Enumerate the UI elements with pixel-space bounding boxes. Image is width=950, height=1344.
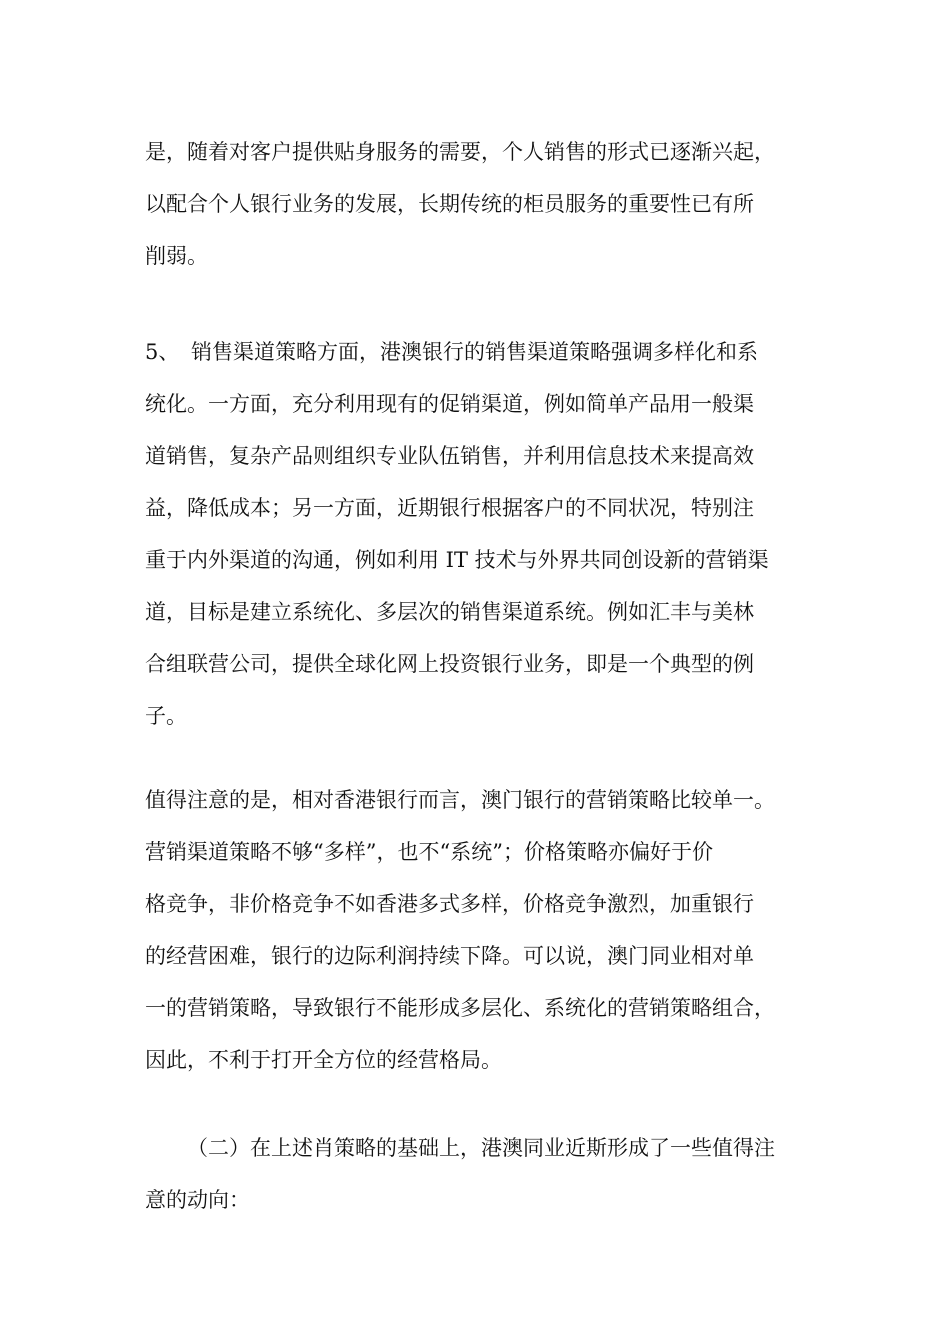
text-line: 意的动向： [145,1188,250,1212]
text-line: 合组联营公司，提供全球化网上投资银行业务，即是一个典型的例 [145,652,754,676]
text-line-content: 销售渠道策略方面，港澳银行的销售渠道策略强调多样化和系 [191,340,758,364]
text-line: （二）在上述肖策略的基础上，港澳同业近斯形成了一些值得注 [187,1136,775,1160]
text-line: 值得注意的是，相对香港银行而言，澳门银行的营销策略比较单一。 [145,788,775,812]
text-line: 是，随着对客户提供贴身服务的需要，个人销售的形式已逐渐兴起， [145,140,775,164]
paragraph-section-2 [145,1122,815,1226]
paragraph-number: 5、 [145,340,180,364]
paragraph-macau [145,774,815,1086]
text-line: 因此，不利于打开全方位的经营格局。 [145,1048,502,1072]
text-line: 以配合个人银行业务的发展，长期传统的柜员服务的重要性已有所 [145,192,754,216]
text-line: 削弱。 [145,244,208,268]
paragraph-continued [145,126,815,282]
text-line: 益，降低成本；另一方面，近期银行根据客户的不同状况，特别注 [145,496,754,520]
paragraph-5 [145,326,815,742]
text-line: 道，目标是建立系统化、多层次的销售渠道系统。例如汇丰与美林 [145,600,754,624]
text-line: 营销渠道策略不够“多样”，也不“系统”；价格策略亦偏好于价 [145,840,713,864]
text-line: 格竞争，非价格竞争不如香港多式多样，价格竞争激烈，加重银行 [145,892,754,916]
text-line: 重于内外渠道的沟通，例如利用 IT 技术与外界共同创设新的营销渠 [145,548,769,572]
text-line: 一的营销策略，导致银行不能形成多层化、系统化的营销策略组合， [145,996,775,1020]
text-line [145,326,815,378]
text-line: 统化。一方面，充分利用现有的促销渠道，例如简单产品用一般渠 [145,392,754,416]
text-line: 的经营困难，银行的边际利润持续下降。可以说，澳门同业相对单 [145,944,754,968]
text-line: 道销售，复杂产品则组织专业队伍销售，并利用信息技术来提高效 [145,444,754,468]
text-line: 子。 [145,704,187,728]
